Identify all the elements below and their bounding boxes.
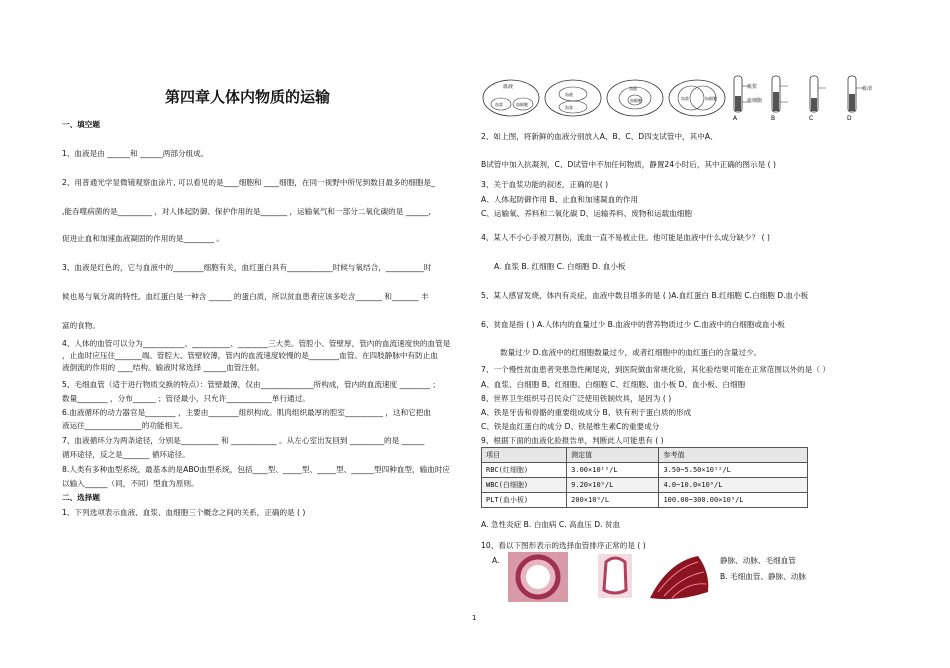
venn-c (607, 80, 663, 116)
table-header: 参考值 (659, 448, 808, 463)
venn-a (483, 80, 539, 116)
table-cell: 9.20×10⁹/L (567, 478, 659, 493)
tube-note: 血浆 (747, 84, 758, 90)
page-number: 1 (472, 614, 477, 622)
q-line: 3、血液是红色的，它与血液中的________细胞有关，血红蛋白具有____________时候与氧结合，__________时 (62, 263, 432, 272)
q-line: 1、下列选项表示血液、血浆、血细胞三个概念之间的关系，正确的是 ( ) (62, 508, 306, 517)
q-line: B试管中加入抗凝剂，C、D试管中不加任何物质，静置24小时后，其中正确的图示是 ( ) (481, 160, 776, 169)
q-line: 促进止血和加速血液凝固的作用的是________ 。 (62, 234, 224, 243)
venn-label: 血细胞 (705, 96, 717, 101)
table-row (482, 478, 808, 493)
q-line: C、铁是血红蛋白的成分 D、铁是维生素C的重要成分 (481, 422, 660, 431)
q-line: A. 急性炎症 B. 白血病 C. 高血压 D. 贫血 (481, 520, 621, 529)
table-cell: 100.00~300.00×10⁹/L (659, 493, 808, 508)
q-line: 4、人体的血管可以分为___________、__________、________三大类。管腔小、管壁厚，管内的血流速度快的血管是 (62, 339, 451, 348)
venn-label: 血液 (629, 86, 637, 91)
tube-b (771, 76, 788, 122)
table-row (482, 463, 808, 478)
option-text: 静脉、动脉、毛细血管 (720, 556, 796, 565)
option-label: A. (492, 556, 500, 565)
tube-label: C (809, 115, 814, 122)
table-cell: RBC(红细胞) (482, 463, 567, 478)
q-line: 6.血液循环的动力器官是________ ，主要由________组织构成。肌肉组织最厚的腔室__________ ，这和它把血 (62, 408, 431, 417)
section-fill-blank: 一、填空题 (62, 120, 100, 129)
q-line: A、铁是牙齿和骨骼的重要组成成分 B、铁有利于蛋白质的形成 (481, 408, 692, 417)
tube-label: A (733, 115, 738, 122)
tube-label: D (847, 115, 852, 122)
q-line: 液运往_______________的功能相关。 (62, 421, 188, 430)
table-cell: 4.0~10.0×10⁹/L (659, 478, 808, 493)
venn-label: 血浆 (565, 105, 573, 110)
q-line: 液倒流的作用的 ____结构。输液时常选择 ______血管注射。 (62, 363, 265, 372)
option-text: B. 毛细血管、静脉、动脉 (720, 572, 806, 581)
venn-label: 血细胞 (516, 102, 528, 107)
venn-label: 血细胞 (630, 98, 642, 103)
q-line: 5、某人感冒发烧，体内有炎症，血液中数目增多的是 ( )A.血红蛋白 B.红细胞 C.白细胞 D.血小板 (481, 291, 809, 300)
q-line: 10、看以下图形表示的选择血管排序正常的是 ( ) (481, 541, 646, 550)
page-title: 第四章人体内物质的运输 (165, 88, 331, 106)
q-line: 5、毛细血管（适于进行物质交换的特点）：管壁最薄，仅由______________所构成，管内的血流速度 ________ ； (62, 380, 440, 389)
venn-b (545, 80, 601, 116)
q-line: 数量过少 D.血液中的红细胞数量过少，或者红细胞中的血红蛋白的含量过少。 (500, 348, 762, 357)
q-line: 以输入______（同，不同）型血为原则。 (62, 479, 199, 488)
table-header: 测定值 (567, 448, 659, 463)
venn-label: 血液 (565, 92, 573, 97)
q-line: 9、根据下面的血液化验报告单，判断此人可能患有 ( ) (481, 436, 664, 445)
tube-note: 血细胞 (747, 98, 763, 104)
q-line: 循环途径，反之是_______ 循环途径。 (62, 450, 190, 459)
table-cell: 200×10⁹/L (567, 493, 659, 508)
venn-label: 血浆 (495, 102, 503, 107)
q-line: 6、贫血是指 ( ) A.人体内的血量过少 B.血液中的营养物质过少 C.血液中的白细胞或血小板 (481, 320, 785, 329)
table-cell: WBC(白细胞) (482, 478, 567, 493)
table-header: 项目 (482, 448, 567, 463)
vein-image (598, 554, 632, 598)
q-line: 候也易与氧分离的特性。血红蛋白是一种含 ______ 的蛋白质，所以贫血患者应该多吃含_______ 和_______ 丰 (62, 292, 429, 301)
blood-test-table (481, 447, 808, 508)
table-cell: PLT(血小板) (482, 493, 567, 508)
q-line: 8.人类有多种血型系统，最基本的是ABO血型系统，包括____型、_____型、_____型、______型四种血型，输血时应 (62, 465, 450, 474)
tube-note: 血清 (862, 86, 873, 92)
q-line: 富的食物。 (62, 321, 100, 330)
q-line: C、运输氧、养料和二氧化碳 D、运输养料、废物和运载血细胞 (481, 209, 692, 218)
q-line: 4、某人不小心手被刀割伤，流血一直不易被止住。他可能是血液中什么成分缺少？ ( ) (481, 233, 770, 242)
q-line: 数量________ ，分布______ ；管径最小，只允许____________单行通过。 (62, 394, 310, 403)
venn-label: 血浆 (681, 96, 689, 101)
table-row (482, 493, 808, 508)
tube-c (809, 76, 826, 122)
q-line: 2、用普通光学显微镜观察血涂片, 可以看见的是____细胞和 ____细胞，在同一视野中所见到数目最多的细胞是_ (62, 178, 435, 187)
q-line: A. 血浆 B. 红细胞 C. 白细胞 D. 血小板 (494, 262, 626, 271)
q-line: 7、一个慢性贫血患者突患急性阑尾炎，到医院做血常规化验，其化验结果可能在正常范围以外的是（ ） (481, 365, 830, 374)
table-cell: 3.50~5.50×10¹²/L (659, 463, 808, 478)
venn-label: 血液 (503, 84, 514, 90)
tube-d (847, 76, 864, 122)
q-line: A、人体起防御作用 B、止血和加速凝血的作用 (481, 195, 639, 204)
venn-d (669, 80, 725, 116)
q-line: ,能吞噬病菌的是_________ ，对人体起防御、保护作用的是_______ ，运输氧气和一部分二氧化碳的是 ______, (62, 207, 431, 216)
q-line: A、血浆、白细胞 B、红细胞、白细胞 C、红细胞、血小板 D、血小板、白细胞 (481, 380, 746, 389)
q-line: 1、血液是由 ______和 ______两部分组成。 (62, 149, 209, 158)
q-line: 8、世界卫生组织号召民众广泛使用铁制炊具，是因为 ( ) (481, 394, 672, 403)
vessel-images (508, 552, 718, 604)
table-cell: 3.00×10¹²/L (567, 463, 659, 478)
q-line: 2、如上图，将新鲜的血液分别放入A、B、C、D四支试管中，其中A、 (481, 132, 718, 141)
artery-image (508, 552, 568, 602)
tube-label: B (771, 115, 776, 122)
capillary-image (650, 556, 708, 599)
q-line: 7、血液循环分为两条途径，分别是__________ 和 ____________ 。从左心室出发回到 _________的是 ______ (62, 436, 425, 445)
section-choice: 二、选择题 (62, 493, 100, 502)
q-line: ，止血时应压住_______端。管腔大、管壁较薄，管内的血流速度较慢的是________血管。在四肢静脉中有防止血 (62, 351, 438, 360)
q-line: 3、关于血浆功能的叙述，正确的是( ) (481, 180, 609, 189)
